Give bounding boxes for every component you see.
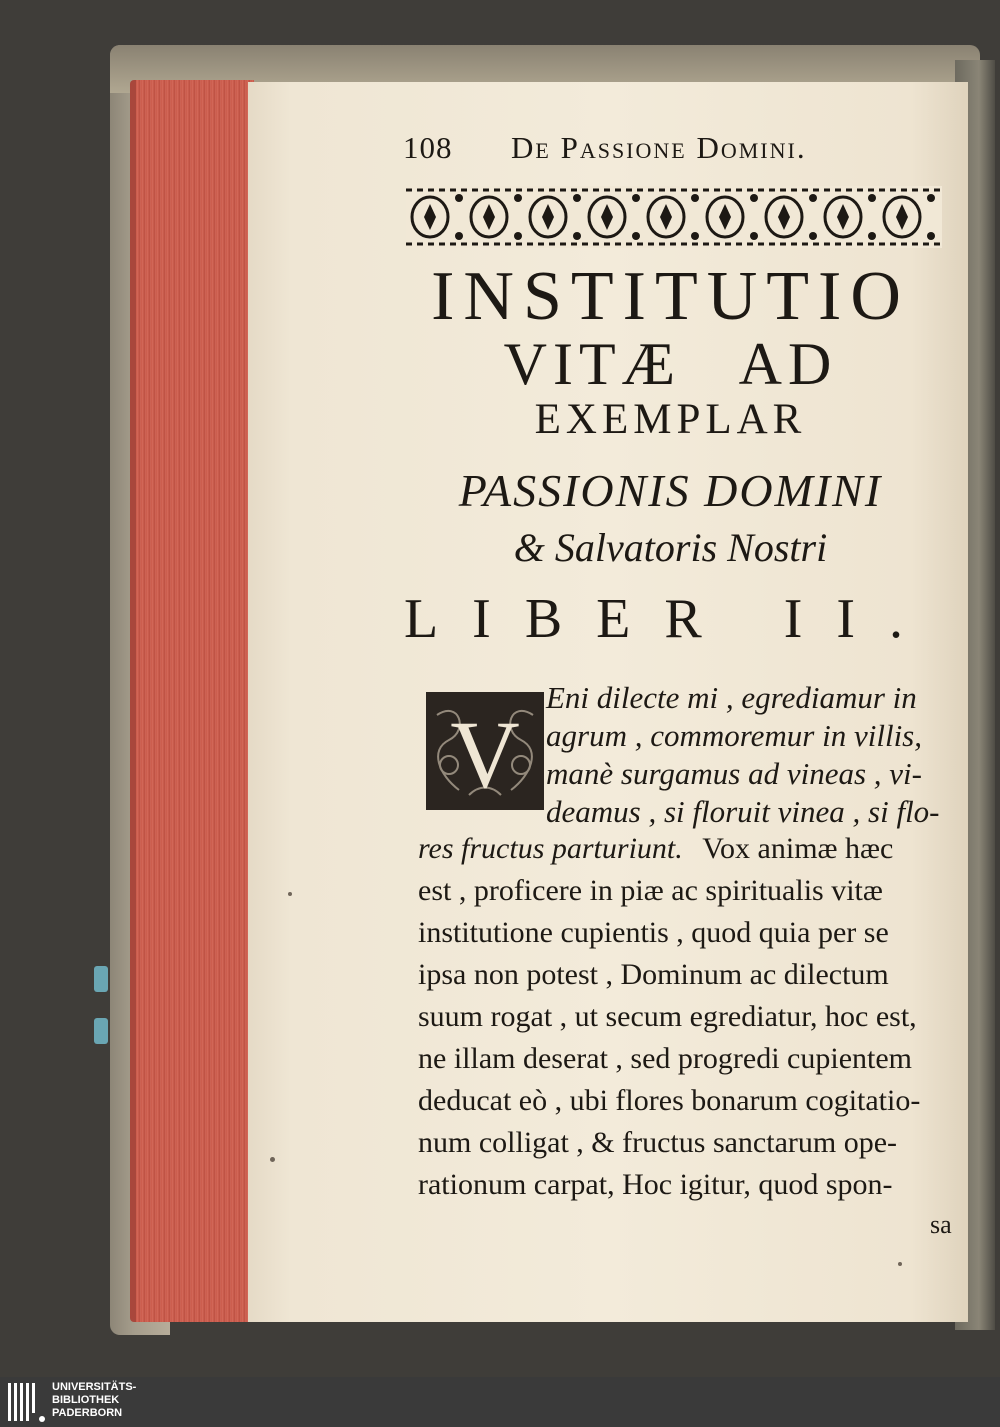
text-line: Eni dilecte mi , egrediamur in [546, 680, 917, 715]
text-line: deducat eò , ubi flores bonarum cogitatio- [418, 1084, 921, 1117]
red-page-edges [130, 80, 254, 1322]
text-line: agrum , commoremur in villis, [546, 718, 922, 753]
text-run: Vox animæ hæc [702, 832, 894, 865]
svg-text:V: V [450, 701, 520, 807]
text-line: manè surgamus ad vineas , vi- [546, 756, 922, 791]
running-title: De Passione Domini. [511, 130, 807, 165]
book-number: LIBER II. [403, 588, 938, 650]
library-logo-icon [6, 1381, 46, 1423]
decorated-initial [426, 692, 544, 810]
title-line: PASSIONIS DOMINI [458, 465, 883, 516]
text-line: suum rogat , ut secum egrediatur, hoc est, [418, 1000, 917, 1033]
library-name-line: UNIVERSITÄTS- [52, 1381, 137, 1393]
text-line: deamus , si floruit vinea , si flo- [546, 794, 940, 829]
text-line: ne illam deserat , sed progredi cupientem [418, 1042, 912, 1075]
text-line: rationum carpat, Hoc igitur, quod spon- [418, 1168, 893, 1201]
text-line: num colligat , & fructus sanctarum ope- [418, 1126, 898, 1159]
book-page [248, 82, 968, 1322]
initial-ornament-icon [429, 695, 541, 807]
paper-speck [898, 1262, 902, 1266]
ornamental-border [406, 186, 942, 248]
text-line: institutione cupientis , quod quia per se [418, 916, 889, 949]
library-name-line: PADERBORN [52, 1407, 123, 1419]
library-footer [0, 1377, 1000, 1427]
tab-marker [94, 966, 108, 992]
text-line [418, 832, 893, 866]
title-line: VITÆ AD [503, 331, 838, 397]
paper-speck [288, 892, 292, 896]
title-line: INSTITUTIO [431, 258, 910, 335]
page-number: 108 [403, 130, 453, 165]
title-line: & Salvatoris Nostri [513, 525, 828, 570]
title-line: EXEMPLAR [534, 396, 807, 443]
text-line: est , proficere in piæ ac spiritualis vitæ [418, 874, 883, 907]
paper-speck [270, 1157, 275, 1162]
text-line: ipsa non potest , Dominum ac dilectum [418, 958, 889, 991]
italic-text: res fructus parturiunt. [418, 832, 683, 865]
library-name-line: BIBLIOTHEK [52, 1394, 120, 1406]
tab-marker [94, 1018, 108, 1044]
catchword: sa [930, 1210, 952, 1239]
